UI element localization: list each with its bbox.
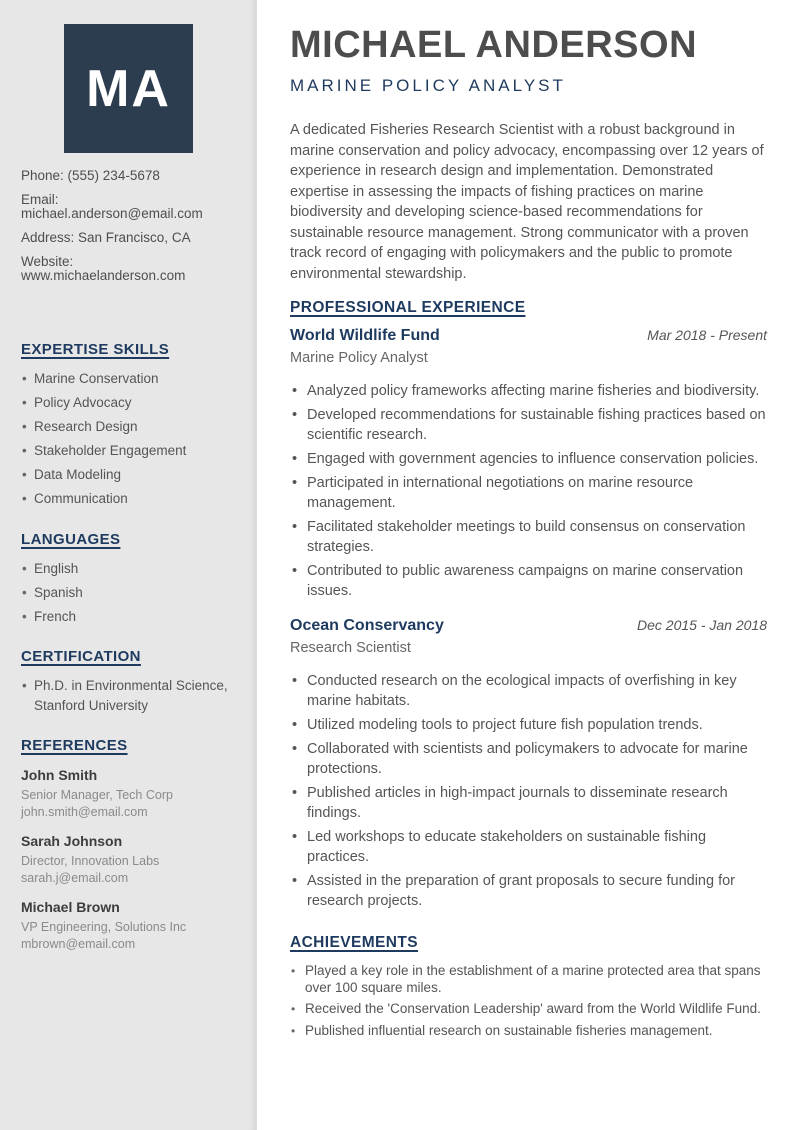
experience-heading: PROFESSIONAL EXPERIENCE <box>290 299 526 316</box>
achievements-section <box>290 933 767 1039</box>
contact-address: Address: San Francisco, CA <box>21 230 191 245</box>
language-item: • Spanish <box>21 583 236 603</box>
person-job-title: MARINE POLICY ANALYST <box>290 76 566 95</box>
job-role: Marine Policy Analyst <box>290 350 428 366</box>
reference-title: VP Engineering, Solutions Inc <box>21 920 187 934</box>
job-bullet: • Analyzed policy frameworks affecting marine fisheries and biodiversity. <box>290 381 767 401</box>
job-bullet: • Facilitated stakeholder meetings to build consensus on conservation strategies. <box>290 517 767 557</box>
certification-list <box>21 676 236 715</box>
language-item: • English <box>21 559 236 579</box>
skill-item: • Policy Advocacy <box>21 393 236 413</box>
job-bullet-list <box>290 671 767 911</box>
reference-title: Director, Innovation Labs <box>21 854 160 868</box>
job-entry <box>290 616 767 911</box>
language-item: • French <box>21 607 236 627</box>
skills-heading: EXPERTISE SKILLS <box>21 341 170 358</box>
certification-section <box>21 648 236 715</box>
job-bullet-list <box>290 381 767 601</box>
avatar-initials: MA <box>86 59 171 118</box>
job-bullet: • Collaborated with scientists and policymakers to advocate for marine protections. <box>290 739 767 779</box>
skill-item: • Research Design <box>21 417 236 437</box>
job-bullet: • Assisted in the preparation of grant proposals to secure funding for research projects. <box>290 871 767 911</box>
company-name: World Wildlife Fund <box>290 327 440 344</box>
job-entry <box>290 326 767 601</box>
sidebar <box>0 0 257 1130</box>
summary-paragraph: A dedicated Fisheries Research Scientist with a robust background in marine conservation and policy advocacy, encompassing over 12 years of experience in research design and implementation. Demonstrated expertise in assessing the impacts of fishing practices on marine biodiversity and developing science-based recommendations for sustainable resource management. Strong communicator with a proven track record of engaging with policymakers and the public to promote environmental stewardship. <box>290 122 764 282</box>
references-heading: REFERENCES <box>21 737 128 754</box>
reference-card <box>21 767 236 821</box>
job-header <box>290 616 767 635</box>
reference-email: john.smith@email.com <box>21 805 148 819</box>
person-name: MICHAEL ANDERSON <box>290 24 698 66</box>
reference-title: Senior Manager, Tech Corp <box>21 788 173 802</box>
contact-website: Website: www.michaelanderson.com <box>21 254 186 283</box>
reference-card <box>21 899 236 953</box>
job-dates: Dec 2015 - Jan 2018 <box>637 617 767 633</box>
company-name: Ocean Conservancy <box>290 617 444 634</box>
job-role: Research Scientist <box>290 640 411 656</box>
job-bullet: • Participated in international negotiations on marine resource management. <box>290 473 767 513</box>
achievements-heading: ACHIEVEMENTS <box>290 934 418 951</box>
languages-section <box>21 531 236 627</box>
reference-email: sarah.j@email.com <box>21 871 129 885</box>
main-content <box>257 0 800 1130</box>
avatar <box>64 24 193 153</box>
skill-item: • Marine Conservation <box>21 369 236 389</box>
languages-list <box>21 559 236 627</box>
references-section <box>21 737 236 953</box>
skill-item: • Communication <box>21 489 236 509</box>
job-bullet: • Utilized modeling tools to project future fish population trends. <box>290 715 767 735</box>
job-bullet: • Engaged with government agencies to influence conservation policies. <box>290 449 767 469</box>
reference-card <box>21 833 236 887</box>
job-header <box>290 326 767 345</box>
job-bullet: • Contributed to public awareness campaigns on marine conservation issues. <box>290 561 767 601</box>
achievement-item: • Received the 'Conservation Leadership' award from the World Wildlife Fund. <box>290 1001 767 1018</box>
job-dates: Mar 2018 - Present <box>647 327 767 343</box>
skill-item: • Stakeholder Engagement <box>21 441 236 461</box>
contact-email: Email: michael.anderson@email.com <box>21 192 203 221</box>
achievements-list <box>290 963 767 1039</box>
reference-email: mbrown@email.com <box>21 937 136 951</box>
certification-heading: CERTIFICATION <box>21 648 141 665</box>
job-bullet: • Developed recommendations for sustainable fishing practices based on scientific research. <box>290 405 767 445</box>
skill-item: • Data Modeling <box>21 465 236 485</box>
contact-phone: Phone: (555) 234-5678 <box>21 168 160 183</box>
certification-item: • Ph.D. in Environmental Science, Stanford University <box>21 676 236 715</box>
skills-list <box>21 369 236 509</box>
contact-info <box>21 169 236 283</box>
experience-section <box>290 298 767 911</box>
languages-heading: LANGUAGES <box>21 530 121 548</box>
job-bullet: • Published articles in high-impact journals to disseminate research findings. <box>290 783 767 823</box>
reference-name: Michael Brown <box>21 899 120 915</box>
skills-section <box>21 341 236 509</box>
achievement-item: • Played a key role in the establishment of a marine protected area that spans over 100 square miles. <box>290 963 767 996</box>
achievement-item: • Published influential research on sustainable fisheries management. <box>290 1023 767 1040</box>
reference-name: Sarah Johnson <box>21 833 123 849</box>
job-bullet: • Conducted research on the ecological impacts of overfishing in key marine habitats. <box>290 671 767 711</box>
reference-name: John Smith <box>21 767 98 783</box>
job-bullet: • Led workshops to educate stakeholders on sustainable fishing practices. <box>290 827 767 867</box>
